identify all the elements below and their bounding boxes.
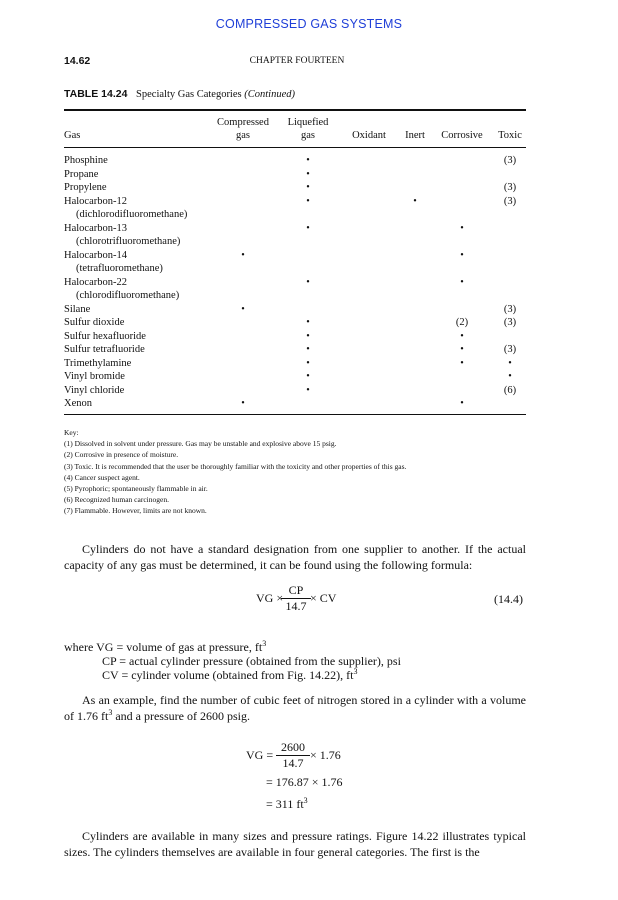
gas-name-cell: (dichlorodifluoromethane) (76, 209, 188, 220)
where-desc-cv: = cylinder volume (obtained from Fig. 14.22), ft (121, 668, 354, 682)
table-key (64, 427, 406, 517)
gas-name-cell: Halocarbon-12 (64, 195, 127, 207)
gas-name-cell: (chlorodifluoromethane) (76, 290, 180, 301)
where-sup-cv: 3 (353, 667, 358, 676)
gas-name-cell: Sulfur tetrafluoride (64, 344, 145, 355)
gas-name-cell: (tetrafluoromethane) (76, 263, 163, 274)
key-note: (5) Pyrophoric; spontaneously flammable in air. (64, 484, 208, 494)
where-row-vg (64, 640, 266, 654)
chapter-title: CHAPTER FOURTEEN (249, 56, 345, 66)
table-row (0, 304, 618, 318)
liquefied-cell: • (306, 317, 310, 328)
toxic-cell: (3) (503, 182, 517, 193)
table-row (0, 169, 618, 183)
gas-name-cell: Halocarbon-13 (64, 222, 127, 234)
col-header-compressed-line1: Compressed (217, 117, 269, 128)
toxic-cell: • (508, 357, 512, 369)
corrosive-cell: • (460, 330, 464, 342)
table-row (0, 344, 618, 358)
key-note: (7) Flammable. However, limits are not known. (64, 506, 207, 516)
toxic-cell: (3) (503, 344, 517, 355)
gas-name-cell: Halocarbon-22 (64, 276, 127, 288)
liquefied-cell: • (306, 195, 310, 207)
where-symbol-cp: CP (102, 654, 117, 668)
col-header-compressed-line2: gas (236, 130, 250, 141)
col-header-corrosive: Corrosive (441, 130, 483, 141)
where-row-cp (102, 654, 401, 668)
col-header-toxic: Toxic (498, 130, 522, 141)
table-row (0, 196, 618, 210)
table-label: TABLE 14.24 (64, 88, 128, 100)
liquefied-cell: • (306, 222, 310, 234)
formula-rhs: × CV (310, 591, 337, 605)
corrosive-cell: • (460, 222, 464, 234)
gas-name-cell: Propane (64, 168, 99, 180)
where-symbol-vg: VG (96, 640, 114, 654)
toxic-cell: (6) (503, 384, 517, 396)
col-header-oxidant: Oxidant (352, 130, 386, 141)
gas-name-cell: Propylene (64, 182, 107, 193)
gas-name-cell: Phosphine (64, 155, 108, 166)
example-numerator: 2600 (276, 740, 310, 756)
compressed-cell: • (241, 249, 245, 261)
table-row (0, 263, 618, 277)
gas-name-cell: (chlorotrifluoromethane) (76, 236, 181, 247)
paragraph-example-sup: 3 (108, 708, 113, 717)
running-banner: COMPRESSED GAS SYSTEMS (215, 17, 403, 31)
col-header-inert: Inert (405, 130, 425, 141)
table-row (0, 155, 618, 169)
liquefied-cell: • (306, 384, 310, 396)
corrosive-cell: (2) (455, 317, 469, 328)
formula-numerator: CP (281, 583, 311, 599)
where-lead: where (64, 640, 94, 654)
example-line3 (266, 797, 308, 812)
key-heading: Key: (64, 428, 79, 437)
gas-name-cell: Vinyl chloride (64, 384, 125, 396)
formula-lhs: VG × (256, 591, 284, 605)
inert-cell: • (413, 195, 417, 207)
compressed-cell: • (241, 398, 245, 409)
table-row (0, 358, 618, 372)
liquefied-cell: • (306, 371, 310, 382)
gas-name-cell: Trimethylamine (64, 357, 132, 369)
example-line3-text: = 311 ft (266, 797, 304, 811)
key-note: (2) Corrosive in presence of moisture. (64, 450, 179, 460)
liquefied-cell: • (306, 344, 310, 355)
gas-name-cell: Vinyl bromide (64, 371, 125, 382)
table-row (0, 385, 618, 399)
where-row-cv (102, 668, 358, 682)
gas-name-cell: Silane (64, 303, 91, 315)
table-row (0, 277, 618, 291)
table-row (0, 331, 618, 345)
liquefied-cell: • (306, 276, 310, 288)
toxic-cell: (3) (503, 195, 517, 207)
liquefied-cell: • (306, 155, 310, 166)
paragraph-example (64, 692, 526, 724)
example-denominator: 14.7 (282, 756, 304, 770)
table-bottom-rule (64, 414, 526, 415)
corrosive-cell: • (460, 357, 464, 369)
table-title: Specialty Gas Categories (136, 89, 242, 100)
key-note: (3) Toxic. It is recommended that the user be thoroughly familiar with the toxicity and other properties of this gas. (64, 461, 407, 471)
paragraph-example-text-a: As an example, find the number of cubic feet of nitrogen stored in a cylinder with a volume of 1.76 ft (64, 693, 526, 723)
table-row (0, 182, 618, 196)
key-note: (1) Dissolved in solvent under pressure. Gas may be unstable and explosive above 15 psig. (64, 439, 337, 449)
table-top-rule (64, 109, 526, 111)
table-row (0, 223, 618, 237)
table-row (0, 371, 618, 385)
formula-fraction (281, 583, 311, 614)
liquefied-cell: • (306, 168, 310, 180)
gas-name-cell: Halocarbon-14 (64, 249, 127, 261)
table-caption (64, 88, 295, 100)
toxic-cell: (3) (503, 317, 517, 328)
example-line2: = 176.87 × 1.76 (266, 775, 343, 789)
paragraph-intro-text: Cylinders do not have a standard designation from one supplier to another. If the actual capacity of any gas must be determined, it can be found using the following formula: (64, 542, 526, 572)
gas-name-cell: Sulfur hexafluoride (64, 330, 146, 342)
example-lhs: VG = (246, 748, 274, 762)
liquefied-cell: • (306, 330, 310, 342)
toxic-cell: • (508, 371, 512, 382)
table-row (0, 290, 618, 304)
table-row (0, 317, 618, 331)
where-desc-cp: = actual cylinder pressure (obtained from the supplier), psi (119, 654, 401, 668)
key-note: (6) Recognized human carcinogen. (64, 495, 169, 505)
col-header-liquefied-line2: gas (301, 130, 315, 141)
where-symbol-cv: CV (102, 668, 119, 682)
toxic-cell: (3) (503, 155, 517, 166)
toxic-cell: (3) (503, 303, 517, 315)
corrosive-cell: • (460, 249, 464, 261)
example-line3-sup: 3 (303, 796, 308, 805)
paragraph-intro (64, 541, 526, 573)
where-sup-vg: 3 (262, 639, 267, 648)
where-desc-vg: = volume of gas at pressure, ft (116, 640, 263, 654)
example-fraction (276, 740, 310, 771)
liquefied-cell: • (306, 357, 310, 369)
corrosive-cell: • (460, 276, 464, 288)
paragraph-cylinders-text: Cylinders are available in many sizes and pressure ratings. Figure 14.22 illustrates typical sizes. The cylinders themselves are available in four general categories. The first is the (64, 829, 526, 859)
compressed-cell: • (241, 303, 245, 315)
col-header-compressed (212, 116, 274, 142)
table-row (0, 250, 618, 264)
table-row (0, 209, 618, 223)
formula-denominator: 14.7 (285, 599, 307, 613)
liquefied-cell: • (306, 182, 310, 193)
col-header-liquefied (280, 116, 336, 142)
table-header-rule (64, 147, 526, 148)
table-row (0, 236, 618, 250)
table-row (0, 398, 618, 412)
paragraph-cylinders (64, 828, 526, 860)
formula-number: (14.4) (494, 592, 523, 606)
table-continued: (Continued) (244, 89, 295, 100)
paragraph-example-text-b: and a pressure of 2600 psig. (112, 709, 250, 723)
corrosive-cell: • (460, 398, 464, 409)
page-number: 14.62 (64, 55, 91, 67)
gas-name-cell: Xenon (64, 398, 92, 409)
col-header-gas: Gas (64, 130, 81, 141)
corrosive-cell: • (460, 344, 464, 355)
example-rhs: × 1.76 (310, 748, 341, 762)
gas-name-cell: Sulfur dioxide (64, 317, 125, 328)
key-note: (4) Cancer suspect agent. (64, 472, 140, 482)
col-header-liquefied-line1: Liquefied (287, 117, 329, 128)
